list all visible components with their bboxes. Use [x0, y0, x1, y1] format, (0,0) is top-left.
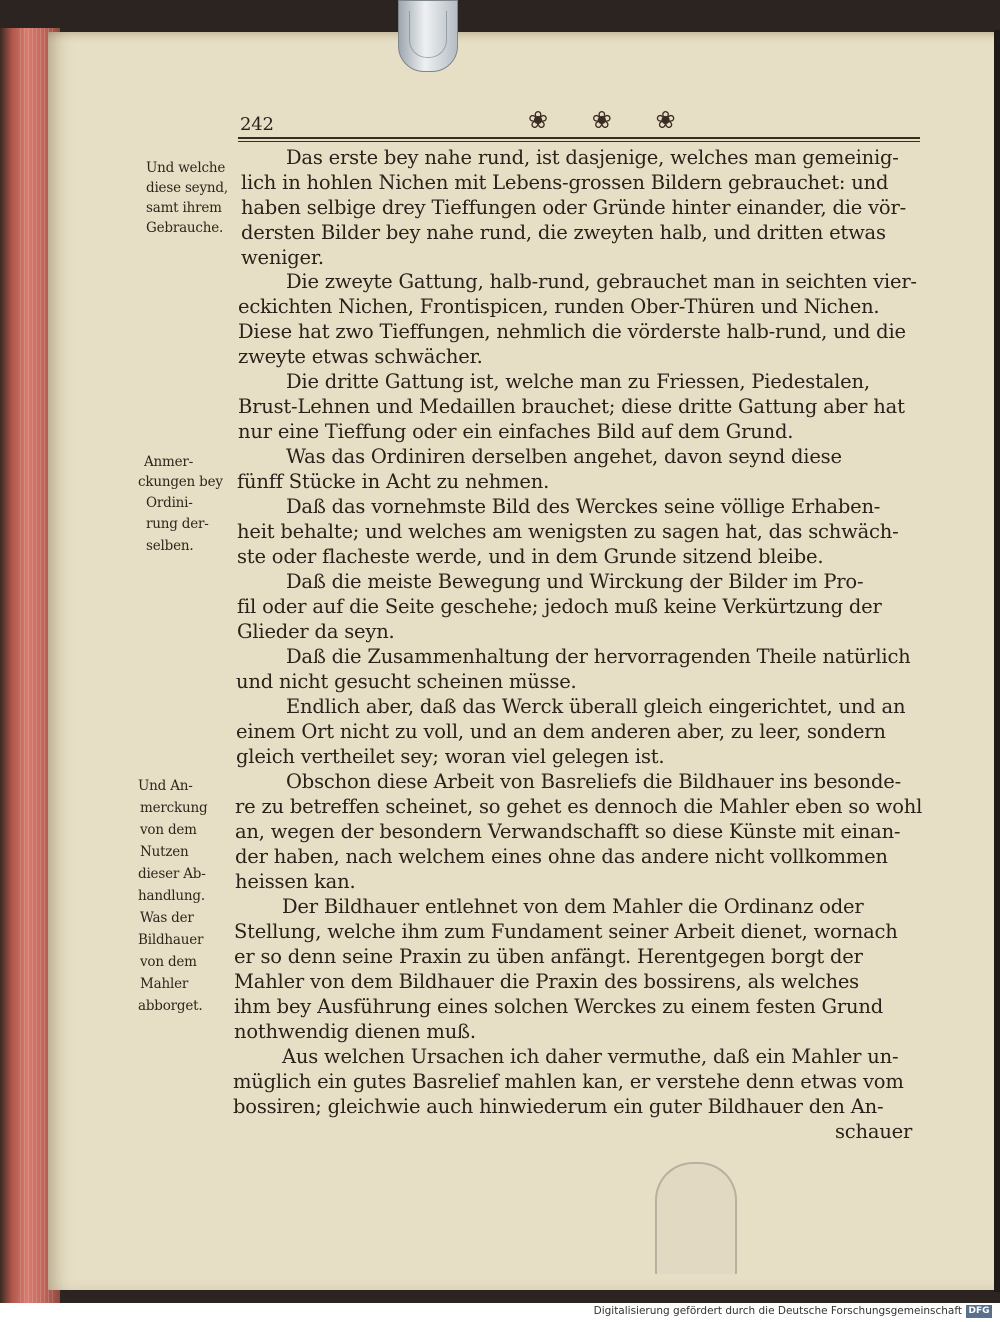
dfg-logo: DFG — [966, 1305, 992, 1318]
margin-note: Nutzen — [140, 844, 189, 860]
body-line: heit behalte; und welches am wenigsten zu sagen hat, das schwäch- — [237, 520, 899, 543]
body-line: zweyte etwas schwächer. — [238, 345, 483, 368]
margin-note: ckungen bey — [138, 474, 223, 490]
body-line: der haben, nach welchem eines ohne das andere nicht vollkommen — [235, 845, 888, 868]
body-line: Stellung, welche ihm zum Fundament seiner Arbeit dienet, wornach — [234, 920, 898, 943]
body-line: Diese hat zwo Tieffungen, nehmlich die vörderste halb-rund, und die — [238, 320, 906, 343]
margin-note: Gebrauche. — [146, 220, 224, 236]
margin-note: Und welche — [146, 160, 226, 176]
scan-border — [994, 30, 1000, 1292]
margin-note: Mahler — [140, 976, 189, 992]
body-line: fil oder auf die Seite geschehe; jedoch muß keine Verkürtzung der — [237, 595, 882, 618]
catchword: schauer — [835, 1120, 913, 1143]
body-line: Was das Ordiniren derselben angehet, davon seynd diese — [286, 445, 842, 468]
header-rule — [238, 137, 920, 139]
body-line: dersten Bilder bey nahe rund, die zweyten halb, und dritten etwas — [241, 221, 886, 244]
margin-note: von dem — [140, 954, 197, 970]
margin-note: von dem — [140, 822, 197, 838]
margin-note: Und An- — [138, 778, 193, 794]
body-line: gleich vertheilet sey; woran viel gelegen ist. — [236, 745, 665, 768]
body-line: Obschon diese Arbeit von Basreliefs die Bildhauer ins besonde- — [286, 770, 902, 793]
body-line: Daß die Zusammenhaltung der hervorragenden Theile natürlich — [286, 645, 911, 668]
margin-note: Was der — [140, 910, 194, 926]
body-line: er so denn seine Praxin zu üben anfängt. Herentgegen borgt der — [234, 945, 863, 968]
body-line: eckichten Nichen, Frontispicen, runden Ober-Thüren und Nichen. — [238, 295, 880, 318]
body-line: nur eine Tieffung oder ein einfaches Bild auf dem Grund. — [238, 420, 794, 443]
body-line: einem Ort nicht zu voll, und an dem anderen aber, zu leer, sondern — [236, 720, 886, 743]
margin-note: abborget. — [138, 998, 203, 1014]
margin-note: merckung — [140, 800, 208, 816]
body-line: ste oder flacheste werde, und in dem Grunde sitzend bleibe. — [237, 545, 824, 568]
body-line: lich in hohlen Nichen mit Lebens-grossen Bildern gebrauchet: und — [241, 171, 889, 194]
funding-credit: Digitalisierung gefördert durch die Deutsche Forschungsgemeinschaft — [593, 1305, 962, 1317]
body-line: Der Bildhauer entlehnet von dem Mahler die Ordinanz oder — [282, 895, 864, 918]
body-line: heissen kan. — [235, 870, 356, 893]
header-rule-thin — [238, 141, 920, 142]
header-ornament: ❀ ❀ ❀ — [528, 106, 694, 134]
body-line: und nicht gesucht scheinen müsse. — [236, 670, 577, 693]
margin-note: rung der- — [146, 516, 209, 532]
margin-note: Anmer- — [144, 454, 194, 470]
body-line: Mahler von dem Bildhauer die Praxin des bossirens, als welches — [234, 970, 859, 993]
body-line: weniger. — [241, 246, 324, 269]
margin-note: Ordini- — [146, 495, 193, 511]
body-line: Das erste bey nahe rund, ist dasjenige, welches man gemeinig- — [286, 146, 899, 169]
body-line: Daß die meiste Bewegung und Wirckung der Bilder im Pro- — [286, 570, 864, 593]
body-line: Die zweyte Gattung, halb-rund, gebrauchet man in seichten vier- — [286, 270, 917, 293]
body-line: bossiren; gleichwie auch hinwiederum ein guter Bildhauer den An- — [233, 1095, 884, 1118]
body-line: Brust-Lehnen und Medaillen brauchet; diese dritte Gattung aber hat — [238, 395, 905, 418]
body-line: haben selbige drey Tieffungen oder Gründe hinter einander, die vör- — [241, 196, 906, 219]
body-line: müglich ein gutes Basrelief mahlen kan, er verstehe denn etwas vom — [233, 1070, 904, 1093]
body-line: re zu betreffen scheinet, so gehet es dennoch die Mahler eben so wohl — [235, 795, 923, 818]
page-number: 242 — [240, 114, 274, 135]
bookmark-clip-icon — [398, 0, 458, 72]
margin-note: Bildhauer — [138, 932, 204, 948]
body-line: Endlich aber, daß das Werck überall gleich eingerichtet, und an — [286, 695, 906, 718]
margin-note: dieser Ab- — [138, 866, 206, 882]
body-line: Aus welchen Ursachen ich daher vermuthe, daß ein Mahler un- — [282, 1045, 899, 1068]
page-clip-icon — [655, 1162, 737, 1274]
body-line: ihm bey Ausführung eines solchen Werckes zu einem festen Grund — [234, 995, 884, 1018]
body-line: Die dritte Gattung ist, welche man zu Friessen, Piedestalen, — [286, 370, 870, 393]
body-line: fünff Stücke in Acht zu nehmen. — [237, 470, 550, 493]
margin-note: selben. — [146, 538, 194, 554]
body-line: Glieder da seyn. — [237, 620, 395, 643]
margin-note: diese seynd, — [146, 180, 228, 196]
body-line: Daß das vornehmste Bild des Werckes seine völlige Erhaben- — [286, 495, 881, 518]
margin-note: handlung. — [138, 888, 205, 904]
body-line: an, wegen der besondern Verwandschafft so diese Künste mit einan- — [235, 820, 901, 843]
margin-note: samt ihrem — [146, 200, 222, 216]
body-line: nothwendig dienen muß. — [234, 1020, 476, 1043]
